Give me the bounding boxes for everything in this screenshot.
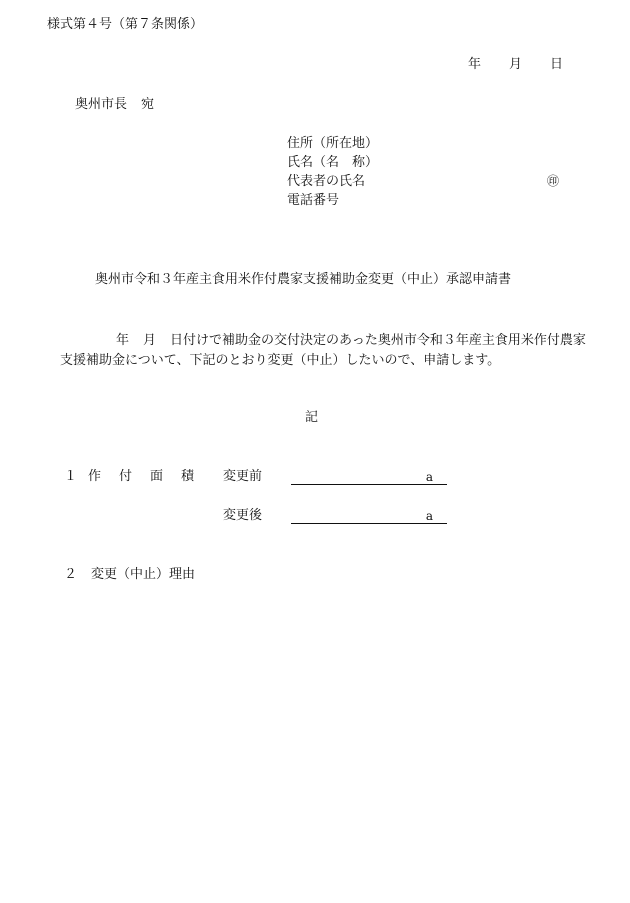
recipient-honorific: 宛: [141, 97, 155, 112]
item1-char: 付: [119, 469, 133, 484]
date-day: 日: [550, 57, 564, 72]
item2: [64, 568, 195, 581]
item2-number: ２: [64, 567, 78, 582]
date-row: [468, 58, 563, 71]
before-area-field[interactable]: [291, 470, 447, 485]
body-paragraph: [60, 331, 590, 371]
seal-icon: ㊞: [546, 174, 559, 188]
address-label: 住所（所在地）: [287, 136, 379, 151]
after-label: 変更後: [223, 508, 263, 523]
item1-char: 面: [150, 469, 164, 484]
phone-label: 電話番号: [287, 193, 340, 208]
before-area-unit: a: [425, 470, 433, 484]
document-title: 奥州市令和３年産主食用米作付農家支援補助金変更（中止）承認申請書: [95, 272, 512, 287]
body-year: 年: [116, 333, 130, 348]
before-label: 変更前: [223, 469, 263, 484]
date-month: 月: [509, 57, 523, 72]
name-line: [287, 156, 567, 175]
recipient: [75, 98, 154, 111]
form-number: 様式第４号（第７条関係）: [47, 17, 204, 32]
representative-label: 代表者の氏名: [287, 174, 366, 189]
item1-number: １: [64, 469, 78, 484]
item1-char: 積: [181, 469, 195, 484]
body-text: 日付けで補助金の交付決定のあった奥州市令和３年産主食用米作付農家支援補助金について、下記のとおり変更（中止）したいので、申請します。: [60, 333, 586, 368]
name-label: 氏名（名 称）: [287, 155, 379, 170]
after-area-unit: a: [425, 509, 433, 523]
item2-label: 変更（中止）理由: [91, 567, 196, 582]
representative-line: [287, 175, 567, 194]
date-year: 年: [468, 57, 482, 72]
applicant-block: [287, 137, 567, 213]
item1-char: 作: [88, 469, 102, 484]
item1-label: [88, 470, 212, 483]
ki-heading: 記: [305, 410, 319, 425]
after-area-field[interactable]: [291, 509, 447, 524]
address-line: [287, 137, 567, 156]
body-month: 月: [143, 333, 157, 348]
phone-line: [287, 194, 567, 213]
recipient-name: 奥州市長: [75, 97, 128, 112]
